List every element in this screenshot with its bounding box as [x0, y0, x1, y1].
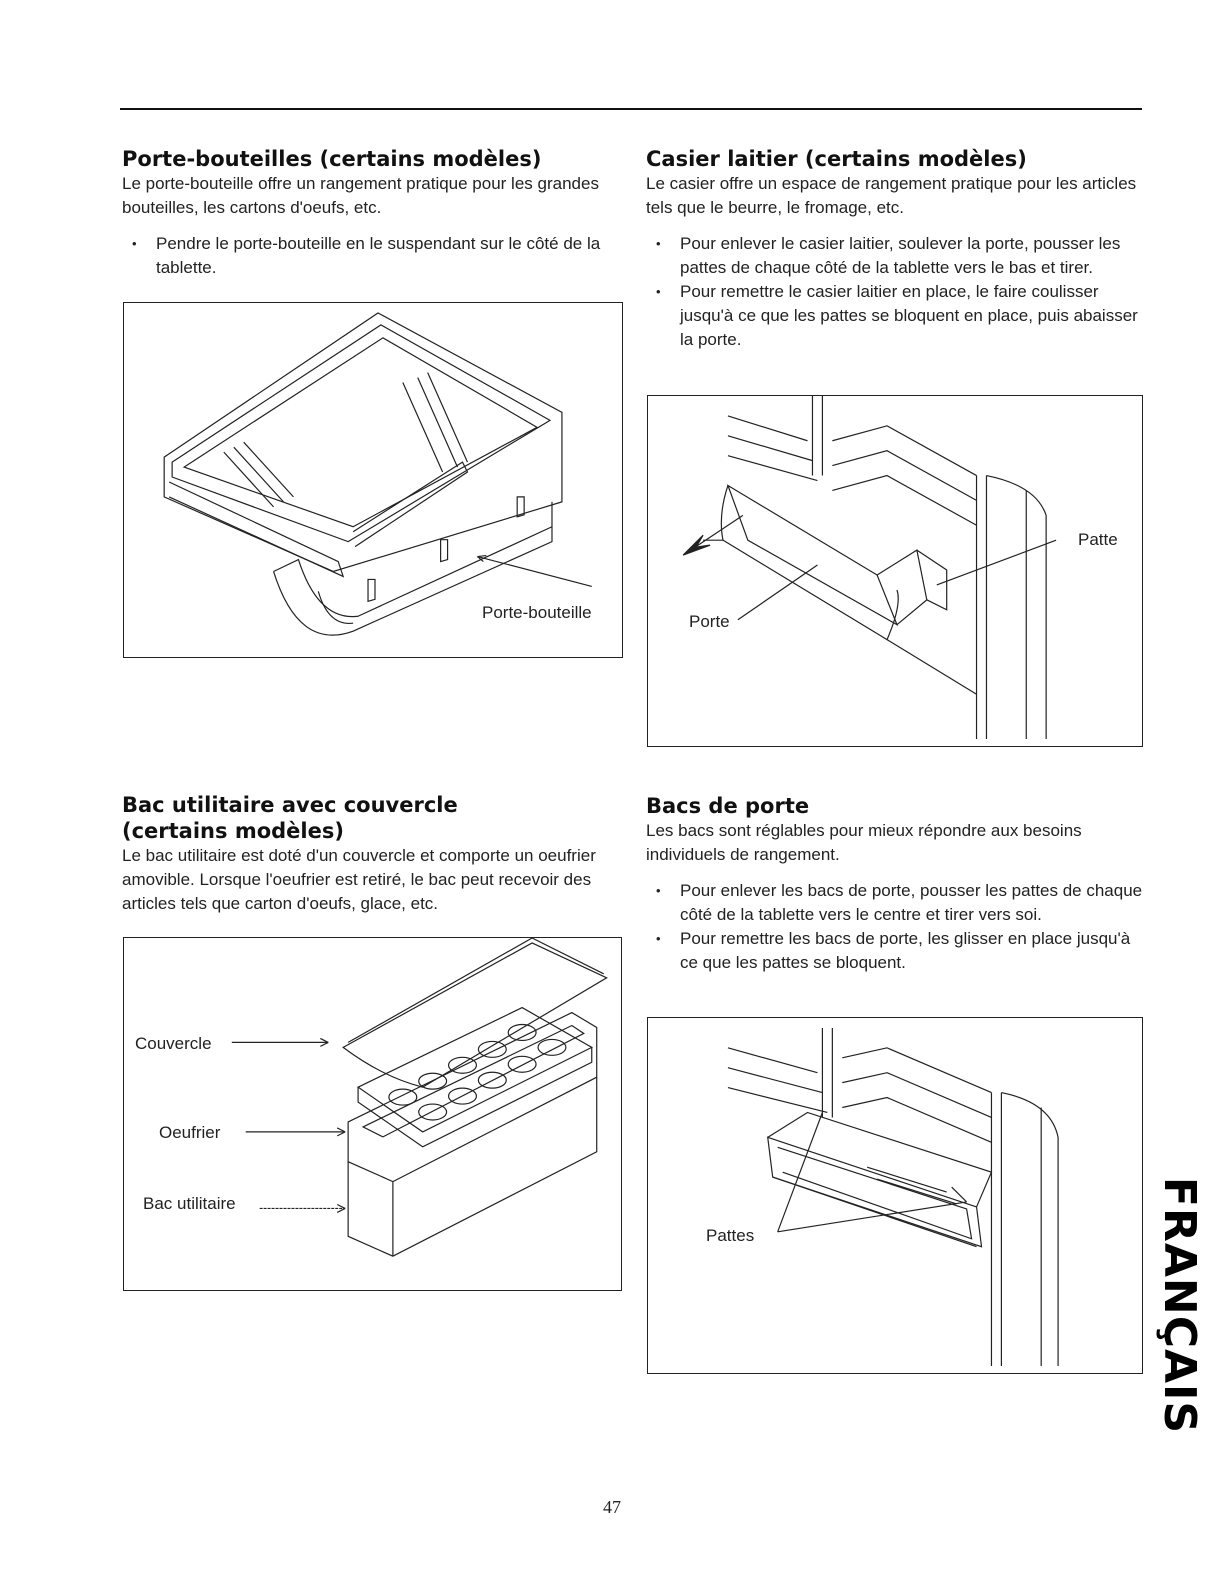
label-tabs: Pattes [706, 1226, 755, 1245]
section-title: Casier laitier (certains modèles) [646, 147, 1027, 171]
door-bins-illustration [648, 1018, 1142, 1373]
bullet-list [122, 232, 622, 280]
label-egg-tray: Oeufrier [159, 1123, 221, 1142]
figure-bottle-holder [123, 302, 623, 658]
list-item: • Pour enlever les bacs de porte, pousser les pattes de chaque côté de la tablette vers le centre et tirer vers soi. [646, 879, 1146, 927]
label-bin: Bac utilitaire [143, 1194, 236, 1213]
figure-door-bins [647, 1017, 1143, 1374]
figure-utility-bin [123, 937, 622, 1291]
list-item: • Pour remettre le casier laitier en place, le faire coulisser jusqu'à ce que les pattes se bloquent en place, puis abaisser la porte. [646, 280, 1146, 352]
language-tab [1150, 1170, 1210, 1440]
section-utility-bin [122, 792, 622, 916]
label-bottle-holder: Porte-bouteille [482, 603, 592, 622]
list-item: • Pendre le porte-bouteille en le suspendant sur le côté de la tablette. [122, 232, 622, 280]
header-rule [120, 108, 1142, 110]
section-door-bins [646, 793, 1146, 975]
section-bottle-holder [122, 146, 622, 280]
bullet-list [646, 232, 1146, 352]
language-tab-label: FRANÇAIS [1154, 1176, 1206, 1434]
section-title: Porte-bouteilles (certains modèles) [122, 147, 542, 171]
figure-dairy-bin [647, 395, 1143, 747]
list-item: • Pour enlever le casier laitier, soulever la porte, pousser les pattes de chaque côté de la tablette vers le bas et tirer. [646, 232, 1146, 280]
label-cover: Couvercle [135, 1034, 212, 1053]
section-intro: Les bacs sont réglables pour mieux répondre aux besoins individuels de rangement. [646, 821, 1082, 864]
section-intro: Le porte-bouteille offre un rangement pratique pour les grandes bouteilles, les cartons d'oeufs, etc. [122, 174, 599, 217]
section-intro: Le casier offre un espace de rangement pratique pour les articles tels que le beurre, le fromage, etc. [646, 174, 1137, 217]
section-dairy-bin [646, 146, 1146, 352]
list-item: • Pour remettre les bacs de porte, les glisser en place jusqu'à ce que les pattes se bloquent. [646, 927, 1146, 975]
label-tab: Patte [1078, 530, 1118, 549]
utility-bin-illustration [124, 938, 621, 1290]
section-title: Bac utilitaire avec couvercle [122, 793, 458, 817]
dairy-bin-illustration [648, 396, 1142, 746]
page-number: 47 [603, 1497, 621, 1517]
label-door: Porte [689, 612, 730, 631]
section-intro: Le bac utilitaire est doté d'un couvercle et comporte un oeufrier amovible. Lorsque l'oeufrier est retiré, le bac peut recevoir des articles tels que carton d'oeufs, glace, etc. [122, 846, 596, 913]
section-title: (certains modèles) [122, 819, 344, 843]
section-title: Bacs de porte [646, 794, 810, 818]
bullet-list [646, 879, 1146, 975]
